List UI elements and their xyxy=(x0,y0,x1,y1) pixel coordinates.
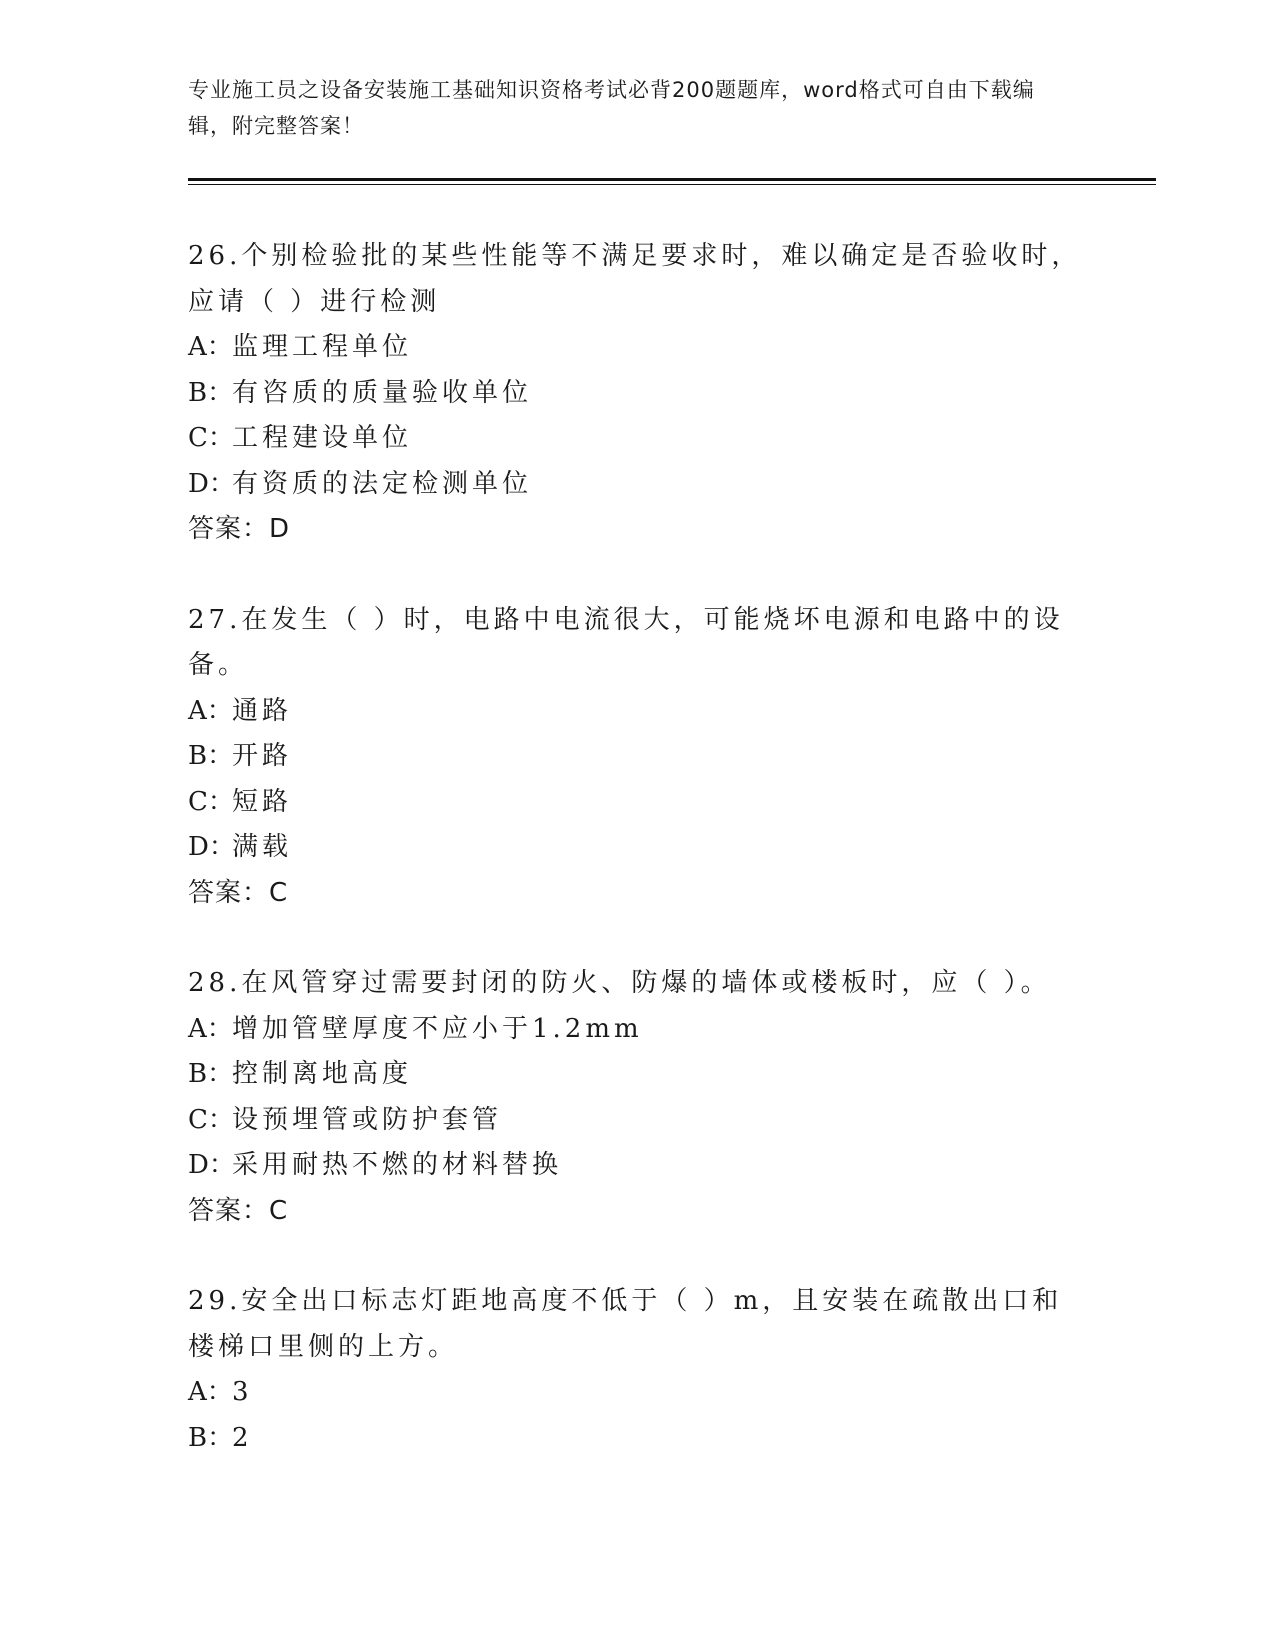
option-text: 2 xyxy=(232,1422,253,1453)
option-key: A： xyxy=(188,332,233,362)
option-key: D： xyxy=(188,468,235,499)
option-key: A： xyxy=(188,1377,233,1407)
option-text: 通路 xyxy=(232,695,293,726)
option-text: 增加管壁厚度不应小于1.2mm xyxy=(232,1013,643,1044)
option-text: 监理工程单位 xyxy=(232,332,413,362)
question-26 xyxy=(188,234,1088,553)
option-key: B： xyxy=(188,1059,234,1089)
header-rule-thick xyxy=(188,178,1156,181)
option-b xyxy=(188,1416,1088,1462)
question-stem: 27.在发生（ ）时，电路中电流很大，可能烧坏电源和电路中的设备。 xyxy=(188,604,1064,680)
option-key: C： xyxy=(188,786,234,817)
option-key: D： xyxy=(188,832,235,862)
option-a xyxy=(188,689,1088,735)
option-d xyxy=(188,825,1088,871)
option-text: 控制离地高度 xyxy=(232,1059,413,1089)
answer-line: 答案：C xyxy=(188,877,289,908)
option-key: B： xyxy=(188,377,234,408)
option-c xyxy=(188,416,1088,462)
question-27 xyxy=(188,598,1088,917)
question-28 xyxy=(188,961,1088,1234)
question-stem: 28.在风管穿过需要封闭的防火、防爆的墙体或楼板时，应（ ）。 xyxy=(188,968,1051,998)
option-key: A： xyxy=(188,1013,233,1044)
question-stem: 29.安全出口标志灯距地高度不低于（ ）m，且安装在疏散出口和楼梯口里侧的上方。 xyxy=(188,1286,1063,1362)
option-text: 有咨质的质量验收单位 xyxy=(232,377,533,408)
question-list xyxy=(188,234,1088,1506)
option-a xyxy=(188,1007,1088,1053)
option-key: C： xyxy=(188,1104,234,1135)
option-key: C： xyxy=(188,423,234,453)
option-text: 工程建设单位 xyxy=(232,423,413,453)
option-key: B： xyxy=(188,741,234,771)
option-text: 3 xyxy=(232,1377,253,1407)
option-text: 设预埋管或防护套管 xyxy=(232,1104,503,1135)
option-a xyxy=(188,325,1088,371)
option-c xyxy=(188,780,1088,826)
option-text: 满载 xyxy=(232,832,293,862)
option-text: 有资质的法定检测单位 xyxy=(232,468,533,499)
header-rule-thin xyxy=(188,184,1156,185)
option-b xyxy=(188,371,1088,417)
question-29 xyxy=(188,1279,1088,1461)
option-text: 短路 xyxy=(232,786,293,817)
document-header: 专业施工员之设备安装施工基础知识资格考试必背200题题库，word格式可自由下载编辑，附完整答案！ xyxy=(188,78,1035,138)
option-key: A： xyxy=(188,695,233,726)
option-key: B： xyxy=(188,1422,234,1453)
option-b xyxy=(188,1052,1088,1098)
option-d xyxy=(188,462,1088,508)
option-text: 采用耐热不燃的材料替换 xyxy=(232,1150,563,1180)
option-c xyxy=(188,1098,1088,1144)
option-text: 开路 xyxy=(232,741,293,771)
option-b xyxy=(188,734,1088,780)
option-a xyxy=(188,1370,1088,1416)
answer-line: 答案：D xyxy=(188,514,291,544)
question-stem: 26.个别检验批的某些性能等不满足要求时，难以确定是否验收时，应请（ ）进行检测 xyxy=(188,241,1082,317)
option-d xyxy=(188,1143,1088,1189)
answer-line: 答案：C xyxy=(188,1195,289,1226)
option-key: D： xyxy=(188,1150,235,1180)
